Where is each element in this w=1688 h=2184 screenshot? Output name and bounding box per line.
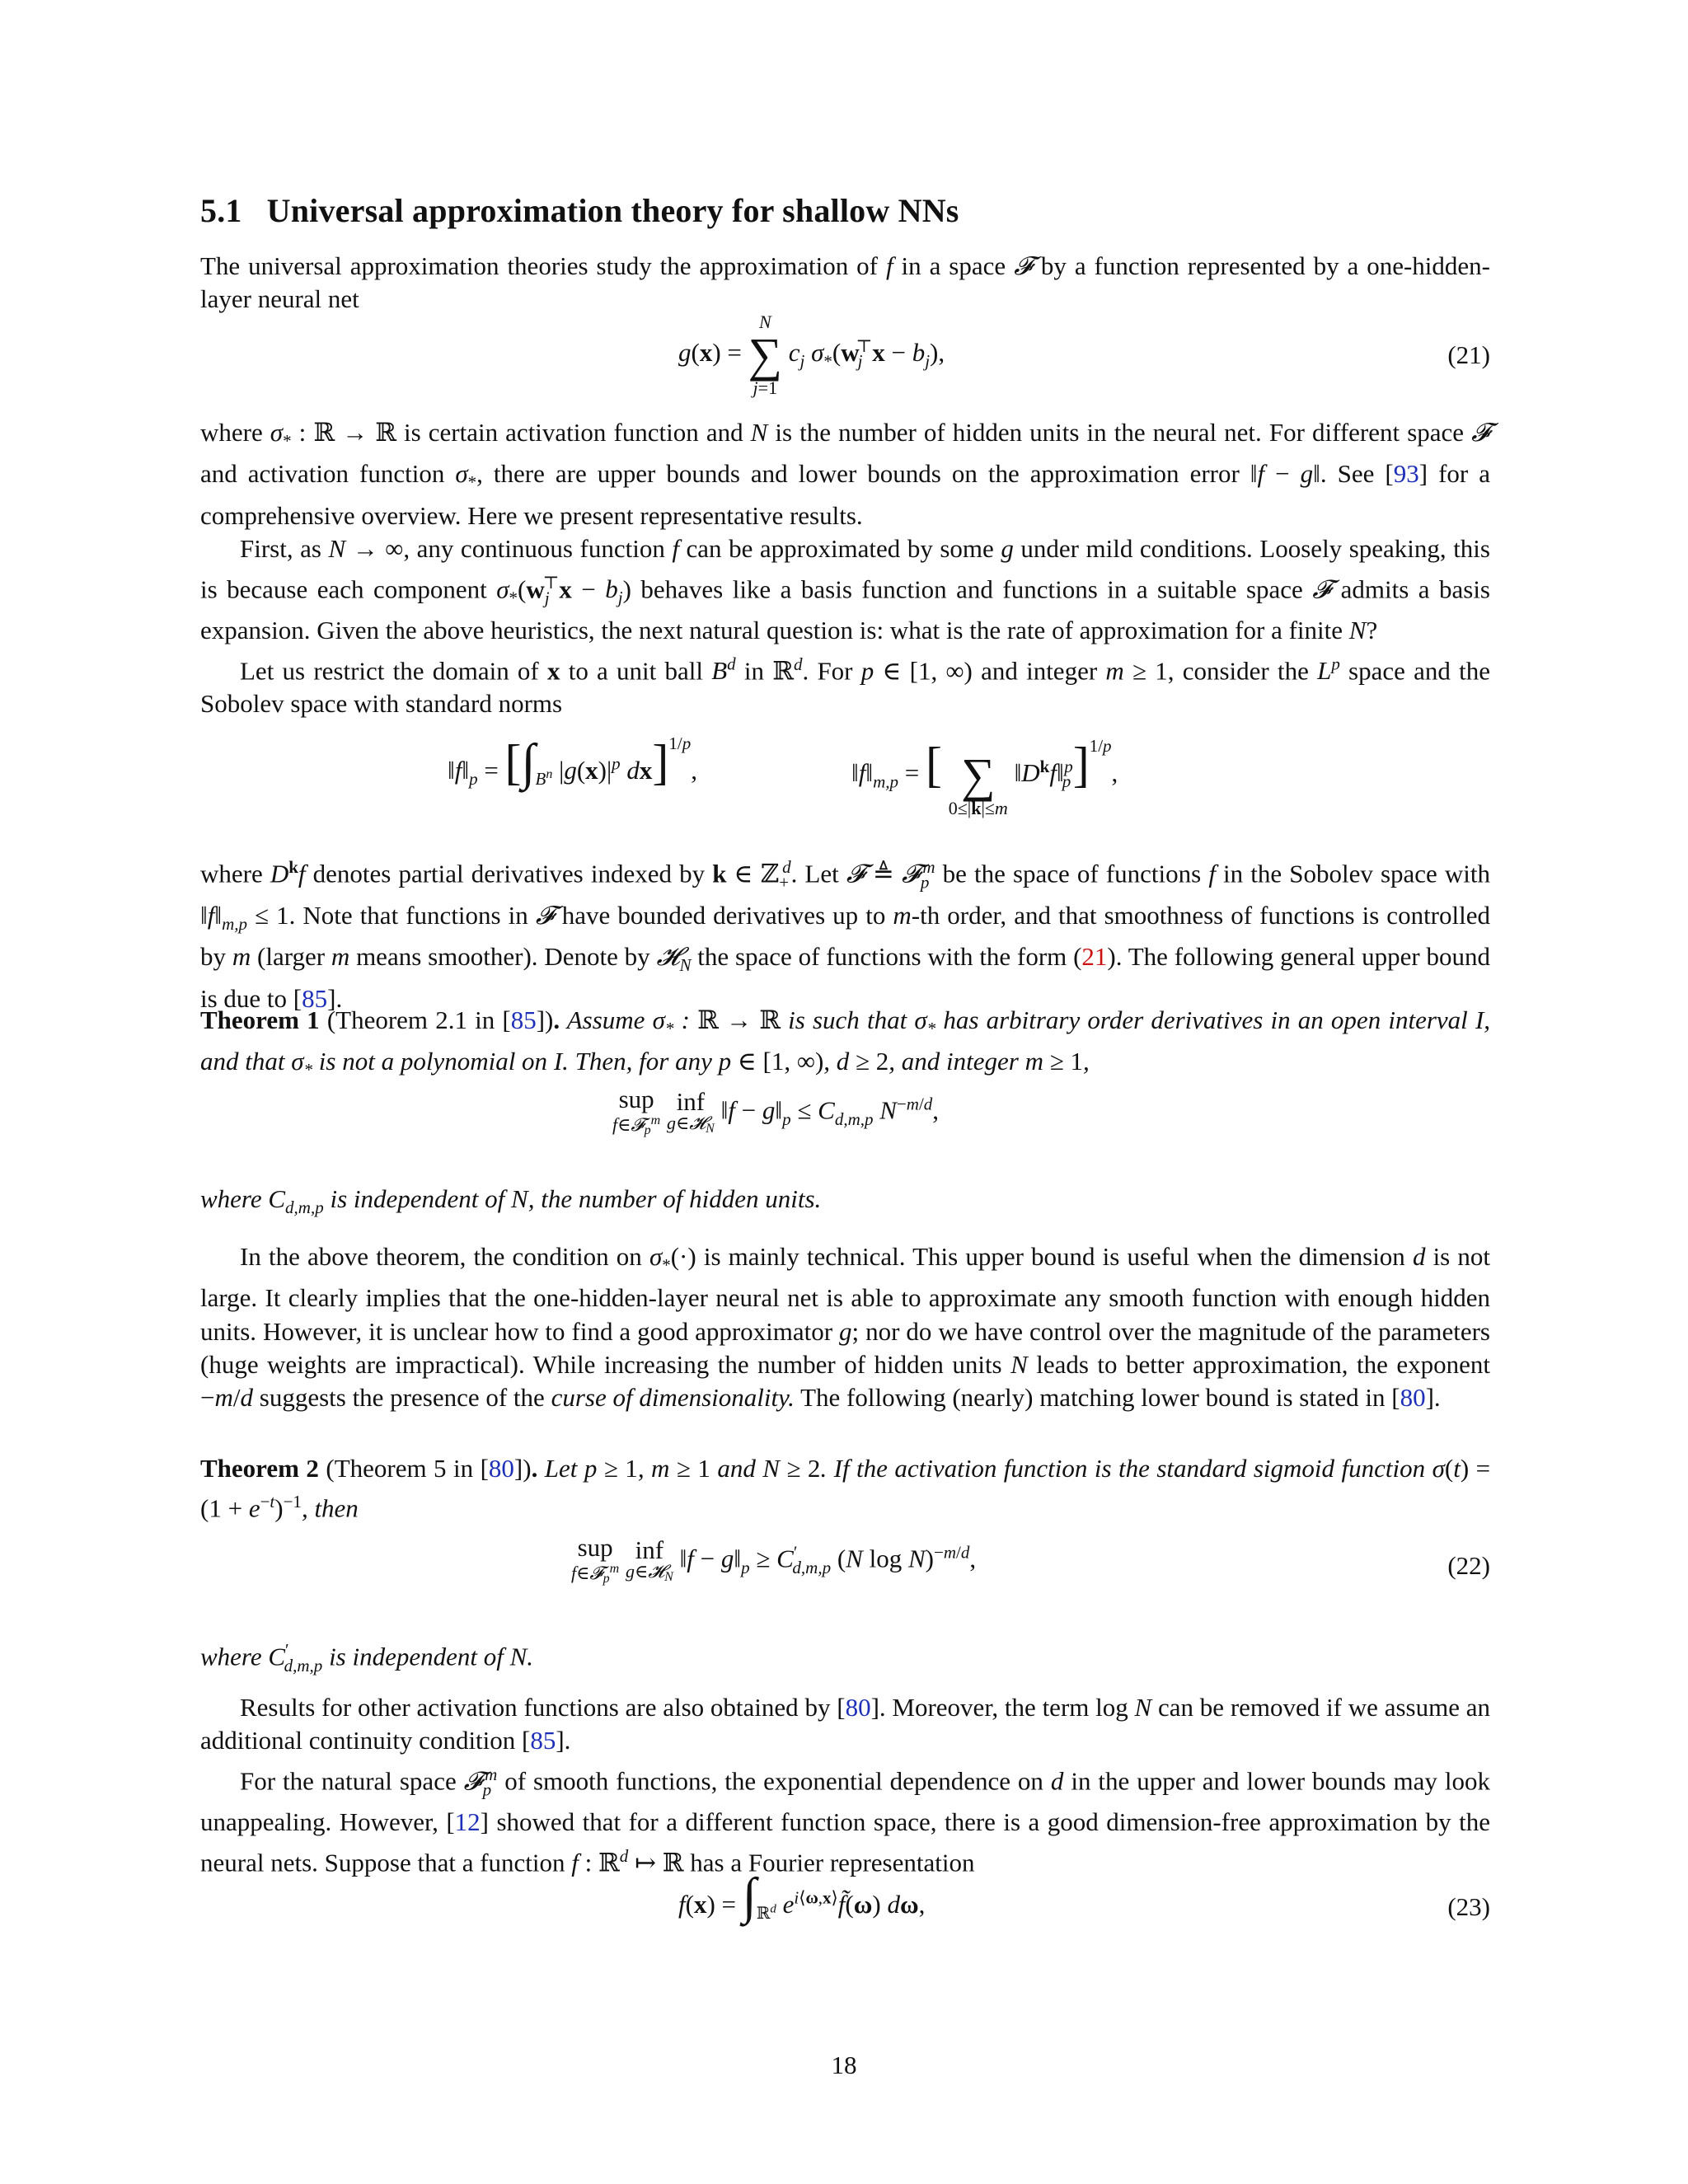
theorem-1-after: where $C_{d,m,p}$ is independent of N, the number of hidden units.	[200, 1184, 822, 1218]
section-title: Universal approximation theory for shallow NNs	[266, 192, 959, 229]
theorem-1: Theorem 1 (Theorem 2.1 in [85]). Assume $\sigma_*$ : ℝ → ℝ is such that $\sigma_*$ has arbitrary order derivatives in an open interval I, and that $\sigma_*$ is not a polynomial on I. Then, for any p ∈ [1, ∞), d ≥ 2, and integer m ≥ 1,	[200, 1005, 1491, 1080]
paragraph-intro: The universal approximation theories study the approximation of f in a space 𝓕 by a function represented by a one-hidden-layer neural net	[200, 251, 1491, 314]
paragraph-other-results: Results for other activation functions are also obtained by [80]. Moreover, the term log N can be removed if we assume an additional continuity condition [85]. For the natural space 𝓕$_p^m$ of smooth functions, the exponential dependence on d in the upper and lower bounds may look unappealing. However, [12] showed that for a different function space, there is a good dimension-free approximation by the neural nets. Suppose that a function f : ℝ$^d$ ↦ ℝ has a Fourier representation	[200, 1693, 1490, 1877]
equation-21: g(x) = N ∑ j=1 $c_j$ $\sigma_*(w_j^⊤x - b_j)$, (21)	[678, 312, 1490, 398]
equation-tag: (23)	[1447, 1892, 1490, 1921]
paragraph-sobolev: where $D^kf$ denotes partial derivatives indexed by k ∈ ℤ$_+^d$. Let 𝓕 ≜ 𝓕$_p^m$ be the space of functions f in the Sobolev space with $‖f‖_{m,p} \le 1$. Note that functions in 𝓕 have bounded derivatives up to m-th order, and that smoothness of functions is controlled by m (larger m means smoother). Denote by 𝓗$_N$ the space of functions with the form (21). The following general upper bound is due to [85].	[200, 857, 1491, 1013]
page-number: 18	[831, 2050, 857, 2079]
equation-tag: (21)	[1447, 340, 1490, 369]
equation-norms: $‖f‖_p = [\int_{B^n}$ $|g(x)|^p$ dx]$^{1/p}$, $‖f‖_{m,p}$ = [ ∑ 0≤|k|≤m $‖D^kf‖_p^p]^{1/p}$,	[448, 733, 1118, 818]
theorem-2: Theorem 2 (Theorem 5 in [80]). Let p ≥ 1, m ≥ 1 and N ≥ 2. If the activation function is the standard sigmoid function $\sigma(t) = (1 + e^{-t})^{-1}$, then	[200, 1454, 1491, 1523]
equation-tag: (22)	[1447, 1551, 1490, 1580]
section-heading	[200, 191, 959, 230]
citation-85[interactable]: 85	[302, 983, 328, 1013]
citation-93[interactable]: 93	[1393, 459, 1419, 489]
citation-80[interactable]: 80	[488, 1454, 514, 1483]
equation-ref-21[interactable]: 21	[1081, 942, 1108, 972]
paragraph-activation: where $\sigma_*$ : ℝ → ℝ is certain activation function and N is the number of hidden units in the neural net. For different space 𝓕 and activation function $\sigma_*$, there are upper bounds and lower bounds on the approximation error ‖f − g‖. See [93] for a comprehensive overview. Here we present representative results. First, as N → ∞, any continuous function f can be approximated by some g under mild conditions. Loosely speaking, this is because each component $\sigma_*(w_j^⊤x - b_j)$ behaves like a basis function and functions in a suitable space 𝓕 admits a basis expansion. Given the above heuristics, the next natural question is: what is the rate of approximation for a finite N? Let us restrict the domain of x to a unit ball $B^d$ in ℝ$^d$. For p ∈ [1, ∞) and integer m ≥ 1, consider the $L^p$ space and the Sobolev space with standard norms	[200, 418, 1490, 719]
citation-85[interactable]: 85	[510, 1005, 537, 1034]
theorem-1-label: Theorem 1	[200, 1005, 320, 1034]
section-number: 5.1	[200, 192, 242, 229]
paragraph-discussion: In the above theorem, the condition on $\sigma_*(\cdot)$ is mainly technical. This upper bound is useful when the dimension d is not large. It clearly implies that the one-hidden-layer neural net is able to approximate any smooth function with enough hidden units. However, it is unclear how to find a good approximator g; nor do we have control over the magnitude of the parameters (huge weights are impractical). While increasing the number of hidden units N leads to better approximation, the exponent −m/d suggests the presence of the curse of dimensionality. The following (nearly) matching lower bound is stated in [80].	[200, 1242, 1490, 1413]
theorem-2-after: where $C'_{d,m,p}$ is independent of N.	[200, 1640, 534, 1675]
citation-85[interactable]: 85	[530, 1726, 556, 1755]
equation-22: sup f∈𝓕p$^m$ inf g∈𝓗N ‖f − $g‖_p \ge C'_{d,m,p}$ (N log N)$^{-m/d}$, (22)	[571, 1533, 1490, 1586]
citation-12[interactable]: 12	[454, 1807, 481, 1837]
equation-upper-bound: sup f∈𝓕p$^m$ inf g∈𝓗N ‖f − $g‖_p \le C_{d,m,p}$ $N^{-m/d}$,	[612, 1085, 940, 1137]
theorem-2-label: Theorem 2	[200, 1454, 319, 1483]
equation-23: $f(x) = \int_{ℝ^d}$ $e^{i⟨\omega,x⟩}f̃(\omega)$ dω, (23)	[678, 1868, 1490, 1924]
citation-80[interactable]: 80	[845, 1693, 871, 1722]
citation-80[interactable]: 80	[1400, 1383, 1426, 1413]
